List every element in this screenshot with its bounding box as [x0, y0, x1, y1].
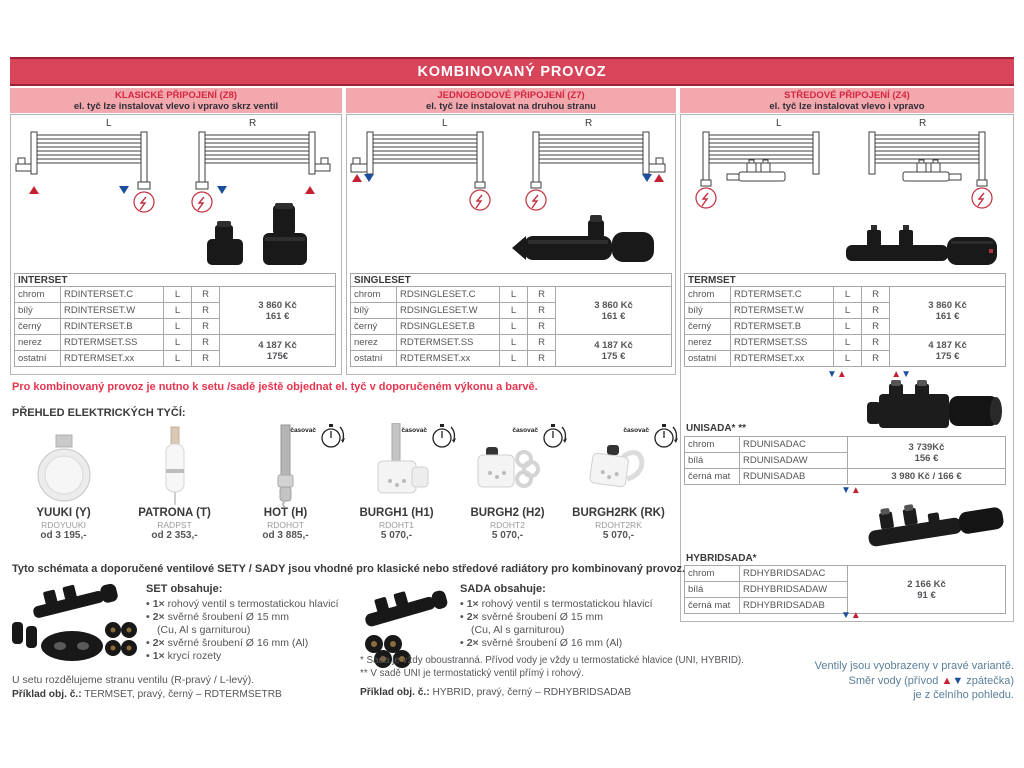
sada-footnote-2: ** V sadě UNI je termostatický ventil přímý i rohový. — [360, 668, 584, 679]
cell-color: černý — [351, 319, 397, 335]
note-line-1: Ventily jsou vyobrazeny v pravé variantě. — [814, 660, 1014, 672]
cell-code: RDTERMSET.SS — [397, 335, 500, 351]
list-item: • 2× svěrné šroubení Ø 16 mm (Al) — [460, 637, 623, 649]
rods-title: PŘEHLED ELEKTRICKÝCH TYČÍ: — [12, 407, 186, 419]
table-row — [351, 287, 672, 303]
column-header-subtitle: el. tyč lze instalovat na druhou stranu — [426, 101, 596, 112]
list-item: • 2× svěrné šroubení Ø 16 mm (Al) — [146, 637, 309, 649]
cell-right: R — [192, 351, 220, 367]
termset-flow-arrows: ▼▲ ▲▼ — [827, 369, 911, 380]
note-line-3: je z čelního pohledu. — [913, 689, 1014, 701]
cell-code: RDINTERSET.W — [61, 303, 164, 319]
cell-code: RDTERMSET.W — [731, 303, 834, 319]
interset-table — [14, 273, 336, 367]
cell-right: R — [192, 335, 220, 351]
hybridsada-product-photo — [859, 493, 1009, 553]
termset-product-photo — [841, 219, 1003, 271]
rod-price: od 2 353,- — [151, 530, 198, 541]
diagram-label-left: L — [106, 118, 112, 129]
order-note: Pro kombinovaný provoz je nutno k setu /sadě ještě objednat el. tyč v doporučeném výkonu a barvě. — [12, 381, 538, 393]
cell-left: L — [500, 335, 528, 351]
timer-badge — [290, 421, 345, 451]
cell-left: L — [164, 303, 192, 319]
cell-left: L — [834, 319, 862, 335]
list-item: • 1× krycí rozety — [146, 650, 222, 662]
rod-price: 5 070,- — [380, 530, 413, 541]
radiator-diagram-jednobodove — [349, 130, 673, 216]
cell-color: ostatní — [15, 351, 61, 367]
singleset-table — [350, 273, 672, 367]
cell-color: chrom — [15, 287, 61, 303]
note-line-2: Směr vody (přívod ▲▼ zpátečka) — [848, 674, 1014, 687]
cell-right: R — [862, 351, 890, 367]
cell-color: černá mat — [685, 598, 740, 614]
cell-left: L — [834, 351, 862, 367]
yuuki-image — [29, 427, 99, 507]
cell-right: R — [862, 319, 890, 335]
cell-color: nerez — [15, 335, 61, 351]
page-title: KOMBINOVANÝ PROVOZ — [417, 63, 607, 80]
cell-price-alt: 3 980 Kč / 166 € — [848, 469, 1006, 485]
cell-code: RDTERMSET.xx — [731, 351, 834, 367]
cell-color: chrom — [685, 437, 740, 453]
rod-name: YUUKI (Y) — [36, 507, 91, 519]
list-item: • 1× rohový ventil s termostatickou hlavicí — [460, 598, 653, 610]
cell-right: R — [192, 303, 220, 319]
rod-burgh2rk — [563, 421, 674, 559]
cell-code: RDTERMSET.SS — [731, 335, 834, 351]
column-header-jednobodove — [346, 88, 676, 113]
cell-color: černá mat — [685, 469, 740, 485]
rod-code: RDOHOT — [267, 520, 304, 530]
rod-price: od 3 885,- — [262, 530, 309, 541]
column-header-subtitle: el. tyč lze instalovat vlevo i vpravo skrz ventil — [73, 101, 279, 112]
table-row — [685, 566, 1006, 582]
cell-code: RDSINGLESET.W — [397, 303, 500, 319]
timer-badge — [401, 421, 456, 451]
diagram-label-right: R — [585, 118, 593, 129]
cell-code: RDINTERSET.B — [61, 319, 164, 335]
rod-name: BURGH2 (H2) — [470, 507, 545, 519]
cell-left: L — [164, 319, 192, 335]
rod-patrona — [119, 421, 230, 559]
cell-right: R — [192, 319, 220, 335]
table-row — [685, 335, 1006, 351]
table-row — [685, 287, 1006, 303]
cell-right: R — [528, 319, 556, 335]
timer-icon — [650, 421, 678, 451]
cell-right: R — [528, 335, 556, 351]
rod-burgh1 — [341, 421, 452, 559]
cell-color: černý — [685, 319, 731, 335]
cell-color: bílý — [15, 303, 61, 319]
cell-left: L — [164, 335, 192, 351]
cell-color: bílá — [685, 453, 740, 469]
column-header-subtitle: el. tyč lze instalovat vlevo i vpravo — [769, 101, 925, 112]
cell-color: chrom — [685, 287, 731, 303]
cell-color: ostatní — [351, 351, 397, 367]
cell-color: nerez — [685, 335, 731, 351]
valve-orientation-note — [815, 659, 1014, 703]
hybridsada-flow-arrows: ▼ ▲ — [841, 610, 861, 621]
cell-color: nerez — [351, 335, 397, 351]
cell-right: R — [528, 287, 556, 303]
example-order-set: Příklad obj. č.: TERMSET, pravý, černý – RDTERMSETRB — [12, 689, 282, 700]
flow-down-icon: ▼ — [952, 674, 964, 687]
hybridsada-table — [684, 565, 1006, 614]
cell-price-alt: 4 187 Kč 175€ — [220, 335, 336, 367]
rod-hot — [230, 421, 341, 559]
timer-label: časovač — [512, 427, 538, 434]
cell-right: R — [192, 287, 220, 303]
patrona-image — [140, 425, 210, 507]
column-header-title: STŘEDOVÉ PŘIPOJENÍ (Z4) — [784, 90, 910, 101]
table-row — [685, 469, 1006, 485]
cell-code: RDINTERSET.C — [61, 287, 164, 303]
rod-code: RDOHT2RK — [595, 520, 642, 530]
cell-price-main: 3 739Kč 156 € — [848, 437, 1006, 469]
termset-table — [684, 273, 1006, 367]
sada-items-list — [460, 598, 653, 650]
cell-price-alt: 4 187 Kč 175 € — [890, 335, 1006, 367]
cell-left: L — [164, 287, 192, 303]
list-item: (Cu, Al s garniturou) — [471, 624, 565, 636]
cell-left: L — [500, 303, 528, 319]
cell-code: RDTERMSET.B — [731, 319, 834, 335]
sada-title: SADA obsahuje: — [460, 583, 546, 595]
rod-price: od 3 195,- — [40, 530, 87, 541]
rod-price: 5 070,- — [602, 530, 635, 541]
cell-right: R — [862, 287, 890, 303]
column-stredove — [680, 114, 1014, 622]
cell-code: RDHYBRIDSADAC — [740, 566, 848, 582]
set-title: SET obsahuje: — [146, 583, 223, 595]
list-item: • 2× svěrné šroubení Ø 15 mm — [460, 611, 603, 623]
table-name: INTERSET — [15, 274, 336, 287]
cell-price: 2 166 Kč 91 € — [848, 566, 1006, 614]
cell-code: RDUNISADAW — [740, 453, 848, 469]
interset-product-photo — [201, 203, 321, 271]
cell-left: L — [834, 287, 862, 303]
cell-left: L — [164, 351, 192, 367]
cell-color: chrom — [351, 287, 397, 303]
list-item: (Cu, Al s garniturou) — [157, 624, 251, 636]
cell-price-alt: 4 187 Kč 175 € — [556, 335, 672, 367]
diagram-label-right: R — [249, 118, 257, 129]
cell-color: chrom — [685, 566, 740, 582]
electric-rods-row — [8, 421, 674, 559]
cell-price-main: 3 860 Kč 161 € — [890, 287, 1006, 335]
rod-name: HOT (H) — [263, 507, 308, 519]
cell-code: RDTERMSET.SS — [61, 335, 164, 351]
cell-code: RDTERMSET.xx — [397, 351, 500, 367]
cell-code: RDHYBRIDSADAB — [740, 598, 848, 614]
unisada-product-photo — [859, 378, 1005, 434]
set-photo — [10, 582, 140, 667]
cell-right: R — [528, 303, 556, 319]
cell-color: bílá — [685, 582, 740, 598]
diagram-label-left: L — [776, 118, 782, 129]
column-header-title: KLASICKÉ PŘIPOJENÍ (Z8) — [115, 90, 237, 101]
rod-code: RADPST — [157, 520, 192, 530]
cell-code: RDSINGLESET.B — [397, 319, 500, 335]
cell-right: R — [862, 303, 890, 319]
column-jednobodove — [346, 114, 676, 375]
cell-left: L — [500, 287, 528, 303]
rod-name: BURGH2RK (RK) — [572, 507, 665, 519]
timer-label: časovač — [401, 427, 427, 434]
cell-code: RDSINGLESET.C — [397, 287, 500, 303]
timer-label: časovač — [623, 427, 649, 434]
rod-name: PATRONA (T) — [138, 507, 211, 519]
cell-code: RDUNISADAB — [740, 469, 848, 485]
rod-yuuki — [8, 421, 119, 559]
table-row — [15, 335, 336, 351]
cell-color: bílý — [685, 303, 731, 319]
table-name: TERMSET — [685, 274, 1006, 287]
unisada-name: UNISADA* ** — [686, 423, 747, 434]
rod-code: RDOHT2 — [490, 520, 525, 530]
table-row — [685, 437, 1006, 453]
column-header-stredove — [680, 88, 1014, 113]
list-item: • 1× rohový ventil s termostatickou hlavicí — [146, 598, 339, 610]
table-name: SINGLESET — [351, 274, 672, 287]
unisada-flow-arrows: ▼ ▲ — [841, 485, 861, 496]
rod-code: RDOHT1 — [379, 520, 414, 530]
timer-badge — [512, 421, 567, 451]
cell-left: L — [834, 303, 862, 319]
rod-price: 5 070,- — [491, 530, 524, 541]
diagram-label-right: R — [919, 118, 927, 129]
cell-code: RDTERMSET.xx — [61, 351, 164, 367]
singleset-product-photo — [512, 210, 662, 270]
rod-name: BURGH1 (H1) — [359, 507, 434, 519]
rod-burgh2 — [452, 421, 563, 559]
table-row — [351, 335, 672, 351]
cell-left: L — [500, 351, 528, 367]
hybridsada-name: HYBRIDSADA* — [686, 553, 757, 564]
column-klasicke — [10, 114, 342, 375]
schema-note: Tyto schémata a doporučené ventilové SETY / SADY jsou vhodné pro klasické nebo středové radiátory pro kombinovaný provoz. — [12, 563, 686, 575]
timer-label: časovač — [290, 427, 316, 434]
example-order-sada: Příklad obj. č.: HYBRID, pravý, černý – RDHYBRIDSADAB — [360, 687, 632, 698]
list-item: • 2× svěrné šroubení Ø 15 mm — [146, 611, 289, 623]
cell-color: bílý — [351, 303, 397, 319]
cell-right: R — [862, 335, 890, 351]
sada-footnote-1: * Sada je vždy oboustranná. Přívod vody je vždy u termostatické hlavice (UNI, HYBRID). — [360, 655, 744, 666]
unisada-table — [684, 436, 1006, 485]
cell-right: R — [528, 351, 556, 367]
table-row — [15, 287, 336, 303]
cell-code: RDTERMSET.C — [731, 287, 834, 303]
cell-code: RDHYBRIDSADAW — [740, 582, 848, 598]
diagram-label-left: L — [442, 118, 448, 129]
column-header-title: JEDNOBODOVÉ PŘIPOJENÍ (Z7) — [437, 90, 585, 101]
timer-badge — [623, 421, 678, 451]
page-title-banner — [10, 57, 1014, 86]
set-items-list — [146, 598, 339, 663]
rod-code: RDOYUUKI — [41, 520, 86, 530]
cell-color: ostatní — [685, 351, 731, 367]
cell-left: L — [834, 335, 862, 351]
cell-color: černý — [15, 319, 61, 335]
cell-price-main: 3 860 Kč 161 € — [220, 287, 336, 335]
cell-price-main: 3 860 Kč 161 € — [556, 287, 672, 335]
set-side-note: U setu rozdělujeme stranu ventilu (R-pravý / L-levý). — [12, 674, 255, 686]
radiator-diagram-stredove — [683, 130, 1011, 216]
flow-up-icon: ▲ — [941, 674, 953, 687]
cell-left: L — [500, 319, 528, 335]
column-header-klasicke — [10, 88, 342, 113]
cell-code: RDUNISADAC — [740, 437, 848, 453]
